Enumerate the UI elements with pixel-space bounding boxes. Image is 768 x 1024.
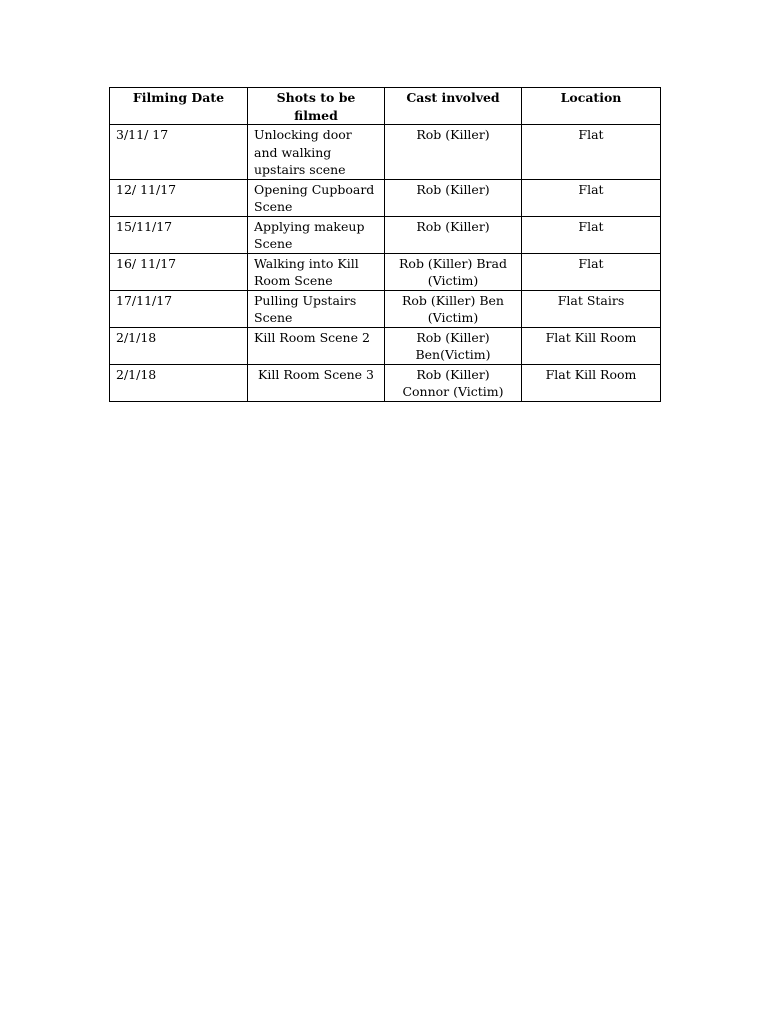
cell-shots: Applying makeup Scene xyxy=(248,216,385,253)
cell-cast: Rob (Killer) Connor (Victim) xyxy=(385,364,522,401)
header-cast: Cast involved xyxy=(385,88,522,125)
cell-cast: Rob (Killer) xyxy=(385,216,522,253)
cell-cast: Rob (Killer) Ben(Victim) xyxy=(385,327,522,364)
table-row xyxy=(110,179,661,216)
header-shots: Shots to be filmed xyxy=(248,88,385,125)
cell-shots: Unlocking door and walking upstairs scene xyxy=(248,125,385,180)
table-header-row xyxy=(110,88,661,125)
cell-date: 12/ 11/17 xyxy=(110,179,248,216)
cell-cast: Rob (Killer) xyxy=(385,125,522,180)
cell-shots: Kill Room Scene 3 xyxy=(248,364,385,401)
cell-location: Flat xyxy=(522,216,661,253)
filming-schedule-table xyxy=(109,87,661,402)
table-row xyxy=(110,290,661,327)
cell-shots: Walking into Kill Room Scene xyxy=(248,253,385,290)
table-row xyxy=(110,327,661,364)
cell-date: 17/11/17 xyxy=(110,290,248,327)
cell-location: Flat xyxy=(522,125,661,180)
cell-location: Flat Kill Room xyxy=(522,364,661,401)
cell-shots: Kill Room Scene 2 xyxy=(248,327,385,364)
header-filming-date: Filming Date xyxy=(110,88,248,125)
cell-location: Flat xyxy=(522,179,661,216)
cell-shots: Opening Cupboard Scene xyxy=(248,179,385,216)
cell-location: Flat Stairs xyxy=(522,290,661,327)
table-row xyxy=(110,253,661,290)
cell-date: 2/1/18 xyxy=(110,327,248,364)
cell-cast: Rob (Killer) Ben (Victim) xyxy=(385,290,522,327)
cell-cast: Rob (Killer) xyxy=(385,179,522,216)
header-location: Location xyxy=(522,88,661,125)
cell-cast: Rob (Killer) Brad (Victim) xyxy=(385,253,522,290)
table-row xyxy=(110,125,661,180)
cell-date: 16/ 11/17 xyxy=(110,253,248,290)
table-row xyxy=(110,216,661,253)
table-row xyxy=(110,364,661,401)
cell-date: 2/1/18 xyxy=(110,364,248,401)
cell-shots: Pulling Upstairs Scene xyxy=(248,290,385,327)
cell-date: 3/11/ 17 xyxy=(110,125,248,180)
cell-location: Flat Kill Room xyxy=(522,327,661,364)
cell-location: Flat xyxy=(522,253,661,290)
cell-date: 15/11/17 xyxy=(110,216,248,253)
